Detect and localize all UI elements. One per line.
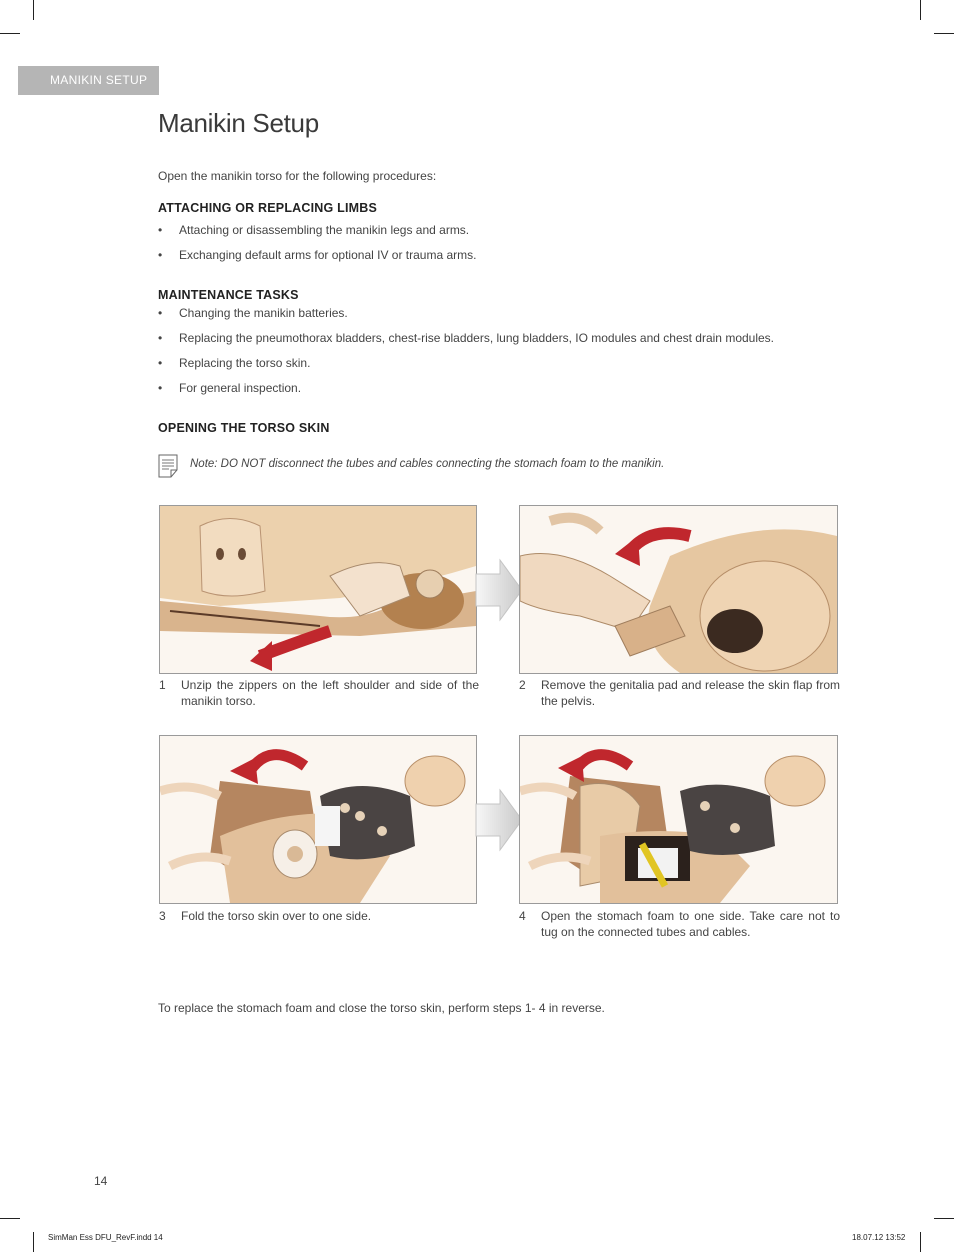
figure-step-1: [159, 505, 477, 674]
intro-text: Open the manikin torso for the following procedures:: [158, 169, 437, 183]
crop-mark: [33, 0, 34, 20]
limbs-heading: ATTACHING OR REPLACING LIMBS: [158, 201, 378, 215]
figure-step-4: [519, 735, 838, 904]
maintenance-heading: MAINTENANCE TASKS: [158, 288, 299, 302]
page-title: Manikin Setup: [158, 108, 319, 138]
figure-step-3: [159, 735, 477, 904]
limbs-list: [158, 222, 476, 272]
closing-text: To replace the stomach foam and close the torso skin, perform steps 1- 4 in reverse.: [158, 1001, 605, 1015]
crop-mark: [934, 1218, 954, 1219]
section-tab: MANIKIN SETUP: [18, 66, 159, 95]
step-number: 4: [519, 909, 526, 923]
step-number: 2: [519, 678, 526, 692]
step-text: Remove the genitalia pad and release the skin flap from the pelvis.: [541, 678, 840, 708]
crop-mark: [920, 1232, 921, 1252]
step-caption-2: [519, 677, 840, 709]
figure-step-2: [519, 505, 838, 674]
crop-mark: [0, 1218, 20, 1219]
step-caption-4: [519, 908, 840, 940]
step-caption-1: [159, 677, 479, 709]
footer-filename: SimMan Ess DFU_RevF.indd 14: [48, 1233, 163, 1242]
list-item: • Exchanging default arms for optional IV or trauma arms.: [158, 247, 476, 272]
step-text: Unzip the zippers on the left shoulder and side of the manikin torso.: [181, 678, 479, 708]
step-number: 3: [159, 909, 166, 923]
maintenance-list: [158, 305, 774, 405]
list-item: • For general inspection.: [158, 380, 774, 405]
crop-mark: [934, 33, 954, 34]
step-number: 1: [159, 678, 166, 692]
crop-mark: [33, 1232, 34, 1252]
arrow-icon: [474, 558, 524, 622]
step-caption-3: [159, 908, 479, 924]
footer-date: 18.07.12 13:52: [852, 1233, 906, 1242]
crop-mark: [0, 33, 20, 34]
step-text: Open the stomach foam to one side. Take care not to tug on the connected tubes and cables.: [541, 909, 840, 939]
page-number: 14: [94, 1174, 108, 1188]
opening-heading: OPENING THE TORSO SKIN: [158, 421, 330, 435]
note-icon: [157, 453, 179, 479]
list-item: • Replacing the pneumothorax bladders, chest-rise bladders, lung bladders, IO modules and chest drain modules.: [158, 330, 774, 355]
note-text: Note: DO NOT disconnect the tubes and cables connecting the stomach foam to the manikin.: [190, 458, 665, 470]
crop-mark: [920, 0, 921, 20]
list-item: • Attaching or disassembling the manikin legs and arms.: [158, 222, 476, 247]
list-item: • Replacing the torso skin.: [158, 355, 774, 380]
step-text: Fold the torso skin over to one side.: [181, 909, 372, 923]
arrow-icon: [474, 788, 524, 852]
list-item: • Changing the manikin batteries.: [158, 305, 774, 330]
